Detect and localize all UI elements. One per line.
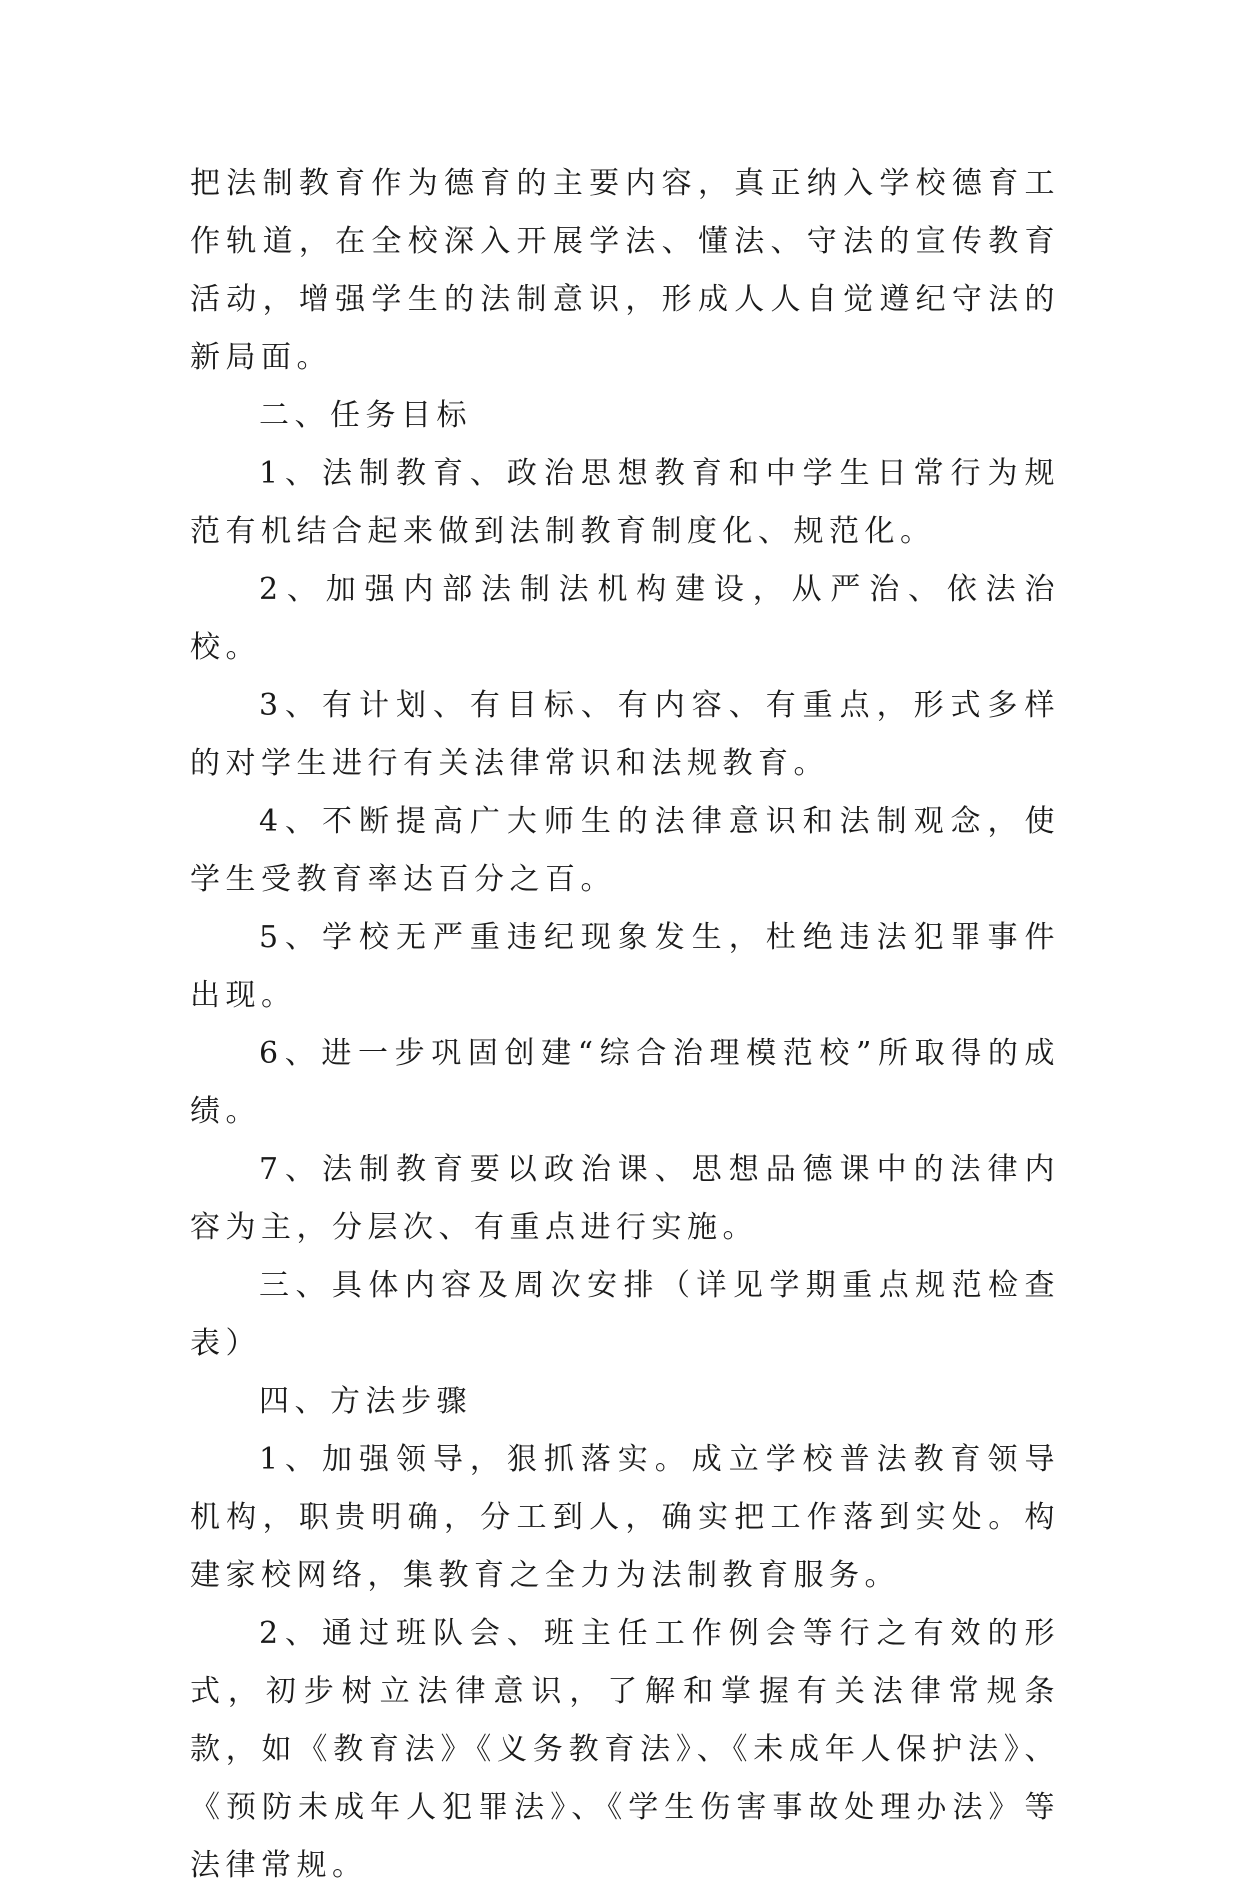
goal-item-4: 4、不断提高广大师生的法律意识和法制观念，使学生受教育率达百分之百。	[190, 804, 1060, 897]
goal-item-1: 1、法制教育、政治思想教育和中学生日常行为规范有机结合起来做到法制教育制度化、规范化。	[190, 456, 1060, 549]
paragraph-intro: 把法制教育作为德育的主要内容，真正纳入学校德育工作轨道，在全校深入开展学法、懂法、守法的宣传教育活动，增强学生的法制意识，形成人人自觉遵纪守法的新局面。	[190, 166, 1060, 375]
goal-item-7: 7、法制教育要以政治课、思想品德课中的法律内容为主，分层次、有重点进行实施。	[190, 1152, 1060, 1245]
goal-item-2: 2、加强内部法制法机构建设，从严治、依法治校。	[190, 572, 1060, 665]
step-item-1: 1、加强领导，狠抓落实。成立学校普法教育领导机构，职贵明确，分工到人，确实把工作落到实处。构建家校网络，集教育之全力为法制教育服务。	[190, 1442, 1060, 1593]
heading-method-steps: 四、方法步骤	[259, 1384, 472, 1419]
document-body	[190, 155, 1060, 1895]
goal-item-5: 5、学校无严重违纪现象发生，杜绝违法犯罪事件出现。	[190, 920, 1060, 1013]
heading-task-goals: 二、任务目标	[259, 398, 472, 433]
step-item-2: 2、通过班队会、班主任工作例会等行之有效的形式，初步树立法律意识，了解和掌握有关法律常规条款，如《教育法》《义务教育法》、《未成年人保护法》、《预防未成年人犯罪法》、《学生伤害事故处理办法》等法律常规。	[190, 1616, 1060, 1883]
goal-item-6: 6、进一步巩固创建“综合治理模范校”所取得的成绩。	[190, 1036, 1060, 1129]
heading-content-schedule: 三、具体内容及周次安排（详见学期重点规范检查表）	[190, 1268, 1060, 1361]
goal-item-3: 3、有计划、有目标、有内容、有重点，形式多样的对学生进行有关法律常识和法规教育。	[190, 688, 1060, 781]
